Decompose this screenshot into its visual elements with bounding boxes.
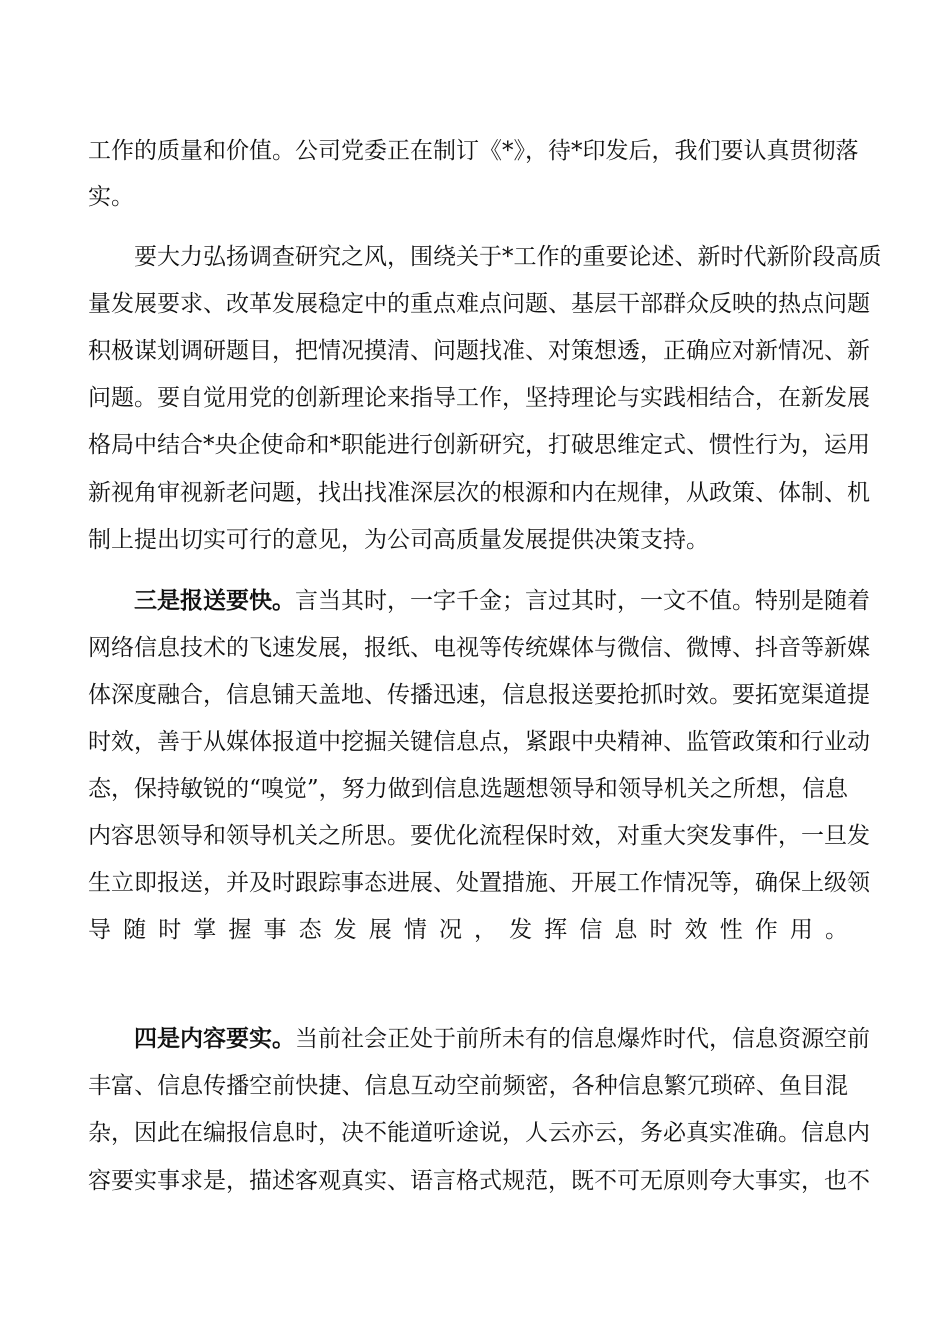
- paragraph-3-line-9: [88, 957, 848, 997]
- paragraph-4-line-1-text: 当前社会正处于前所未有的信息爆炸时代，信息资源空前: [295, 1026, 870, 1052]
- paragraph-2-line-1: 要大力弘扬调查研究之风，围绕关于*工作的重要论述、新时代新阶段高质: [134, 244, 882, 270]
- section-heading-4: 四是内容要实。: [134, 1026, 295, 1052]
- paragraph-3-line-3: 体深度融合，信息铺天盖地、传播迅速，信息报送要抢抓时效。要拓宽渠道提: [88, 682, 870, 708]
- paragraph-2-line-2: 量发展要求、改革发展稳定中的重点难点问题、基层干部群众反映的热点问题: [88, 291, 870, 317]
- paragraph-2-line-5: 格局中结合*央企使命和*职能进行创新研究，打破思维定式、惯性行为，运用: [88, 432, 870, 458]
- paragraph-2-line-7: 制上提出切实可行的意见，为公司高质量发展提供决策支持。: [88, 527, 709, 553]
- paragraph-4-line-1: [134, 1019, 870, 1059]
- paragraph-4-line-3: 杂，因此在编报信息时，决不能道听途说，人云亦云，务必真实准确。信息内: [88, 1120, 870, 1146]
- paragraph-1-line-2: 实。: [88, 184, 134, 210]
- paragraph-1-line-1: 工作的质量和价值。公司党委正在制订《*》，待*印发后，我们要认真贯彻落: [88, 138, 859, 164]
- paragraph-3-line-6: 内容思领导和领导机关之所思。要优化流程保时效，对重大突发事件，一旦发: [88, 823, 870, 849]
- paragraph-3-line-4: 时效，善于从媒体报道中挖掘关键信息点，紧跟中央精神、监管政策和行业动: [88, 729, 870, 755]
- paragraph-2-line-3: 积极谋划调研题目，把情况摸清、问题找准、对策想透，正确应对新情况、新: [88, 338, 870, 364]
- paragraph-3-line-8: 导随时掌握事态发展情况，发挥信息时效性作用。: [88, 917, 848, 943]
- paragraph-3-line-7: 生立即报送，并及时跟踪事态进展、处置措施、开展工作情况等，确保上级领: [88, 870, 870, 896]
- paragraph-3-line-5: 态，保持敏锐的“嗅觉”，努力做到信息选题想领导和领导机关之所想，信息: [88, 776, 848, 802]
- paragraph-4-line-4: 容要实事求是，描述客观真实、语言格式规范，既不可无原则夸大事实，也不: [88, 1168, 870, 1194]
- paragraph-3-line-1-text: 言当其时，一字千金；言过其时，一文不值。特别是随着: [295, 588, 870, 614]
- paragraph-2-line-4: 问题。要自觉用党的创新理论来指导工作，坚持理论与实践相结合，在新发展: [88, 385, 870, 411]
- paragraph-2-line-6: 新视角审视新老问题，找出找准深层次的根源和内在规律，从政策、体制、机: [88, 480, 870, 506]
- paragraph-3-line-2: 网络信息技术的飞速发展，报纸、电视等传统媒体与微信、微博、抖音等新媒: [88, 635, 870, 661]
- section-heading-3: 三是报送要快。: [134, 588, 295, 614]
- paragraph-4-line-2: 丰富、信息传播空前快捷、信息互动空前频密，各种信息繁冗琐碎、鱼目混: [88, 1073, 848, 1099]
- paragraph-3-line-1: [134, 581, 870, 621]
